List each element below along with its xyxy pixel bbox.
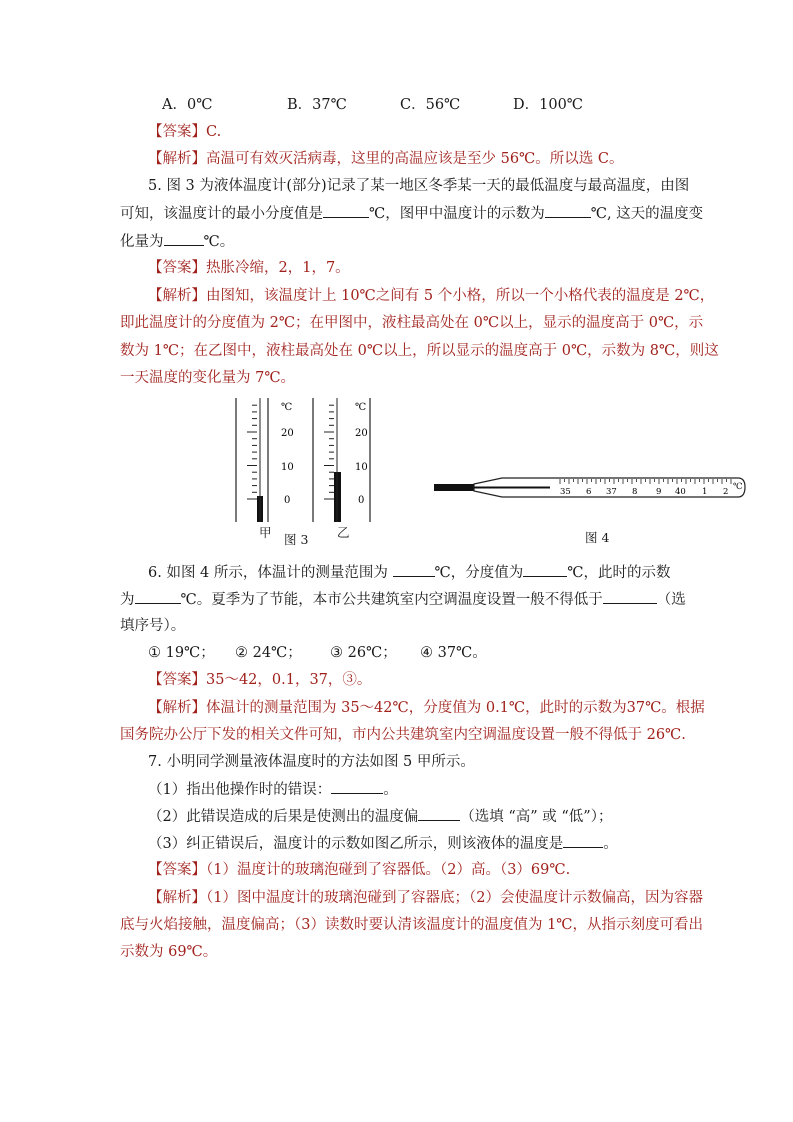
analysis-tag: 【解析】: [148, 890, 206, 906]
q5-answer: [148, 258, 350, 278]
figure-4-clinical-thermometer: [432, 472, 752, 504]
answer-text: 35～42，0.1，37，③。: [206, 672, 372, 688]
figure-4-caption: 图 4: [585, 530, 610, 545]
tick-label-20: 20: [281, 428, 294, 439]
q6-line2: [120, 589, 686, 610]
q7-sub3: [148, 833, 618, 854]
q7-line1: 7. 小明同学测量液体温度时的方法如图 5 甲所示。: [148, 754, 475, 770]
q6-answer: [148, 670, 371, 690]
analysis-text: 由图知，该温度计上 10℃之间有 5 个小格，所以一个小格代表的温度是 2℃，: [206, 288, 715, 304]
blank: [418, 806, 460, 821]
answer-tag: 【答案】: [148, 260, 206, 276]
scale-label: 37: [606, 487, 617, 497]
scale-label: 35: [560, 487, 571, 497]
answer-text: （1）温度计的玻璃泡碰到了容器低。（2）高。（3）69℃.: [206, 862, 571, 878]
option-a: A．0℃: [162, 97, 213, 113]
q5-text: 可知，该温度计的最小分度值是: [120, 206, 323, 222]
tick-label-10: 10: [281, 462, 294, 473]
blank: [393, 562, 435, 577]
q5-text: 化量为: [120, 234, 164, 250]
q5-line3: [120, 231, 234, 252]
blank: [323, 203, 369, 218]
answer-tag: 【答案】: [148, 862, 206, 878]
analysis-tag: 【解析】: [148, 288, 206, 304]
q4-answer: [148, 122, 221, 142]
analysis-text: 体温计的测量范围为 35～42℃，分度值为 0.1℃，此时的示数为37℃。根据: [206, 700, 705, 716]
choice-3: ③ 26℃；: [330, 645, 397, 661]
blank: [603, 589, 657, 604]
choice-1: ① 19℃；: [148, 645, 215, 661]
thermometer-jia: [236, 398, 294, 522]
tick-label-0: 0: [284, 495, 291, 506]
scale-label: 1: [702, 487, 708, 497]
tick-label-20: 20: [355, 428, 368, 439]
q6-text: （选: [656, 592, 686, 608]
scale-labels: [560, 482, 743, 497]
q5-text: ℃，图甲中温度计的示数为: [369, 206, 545, 222]
q5-text: ℃, 这天的温度变: [590, 206, 704, 222]
scale-label: 6: [586, 487, 592, 497]
analysis-tag: 【解析】: [148, 700, 206, 716]
scale-label: 2: [723, 487, 729, 497]
blank: [331, 779, 383, 794]
q7-text: 。: [603, 836, 618, 852]
q7-text: （1）指出他操作时的错误：: [148, 782, 332, 798]
q7-answer: [148, 860, 570, 880]
q7-analysis-2: 底与火焰接触，温度偏高；（3）读数时要认清该温度计的温度值为 1℃，从指示刻度可看出: [120, 917, 704, 933]
blank: [135, 589, 181, 604]
option-b: B．37℃: [287, 97, 347, 113]
answer-text: 热胀冷缩，2，1，7。: [206, 260, 350, 276]
scale-label: 9: [656, 487, 662, 497]
label-jia: 甲: [259, 525, 272, 540]
blank: [523, 562, 567, 577]
q5-analysis-4: 一天温度的变化量为 7℃。: [120, 370, 296, 386]
q4-analysis: [148, 149, 623, 169]
q7-text: 。: [383, 782, 398, 798]
unit-label: ℃: [733, 482, 743, 492]
choice-4: ④ 37℃。: [420, 645, 487, 661]
q6-text: ℃，分度值为: [434, 565, 524, 581]
q6-text: ℃。夏季为了节能，本市公共建筑室内空调温度设置一般不得低于: [180, 592, 603, 608]
tick-label-10: 10: [355, 462, 368, 473]
option-c: C．56℃: [400, 97, 461, 113]
q7-analysis-3: 示数为 69℃。: [120, 944, 218, 960]
q7-sub2: [148, 806, 612, 827]
q5-analysis-1: [148, 286, 714, 306]
label-yi: 乙: [337, 525, 350, 540]
analysis-tag: 【解析】: [148, 151, 206, 167]
figure-3-thermometers: [228, 396, 378, 526]
q5-analysis-2: 即此温度计的分度值为 2℃；在甲图中，液柱最高处在 0℃以上，显示的温度高于 0℃，示: [120, 315, 704, 331]
q6-analysis-1: [148, 698, 705, 718]
unit-label: ℃: [355, 402, 367, 413]
q5-text: ℃。: [203, 234, 235, 250]
figure-3-caption: 图 3: [284, 532, 309, 547]
q7-text: （3）纠正错误后，温度计的示数如图乙所示，则该液体的温度是: [148, 836, 564, 852]
tick-label-0: 0: [358, 495, 365, 506]
analysis-text: 高温可有效灭活病毒，这里的高温应该是至少 56℃。所以选 C。: [206, 151, 624, 167]
unit-label: ℃: [281, 402, 293, 413]
q7-text: （选填 “高” 或 “低”）；: [460, 809, 613, 825]
q6-text: ℃，此时的示数: [567, 565, 671, 581]
analysis-text: （1）图中温度计的玻璃泡碰到了容器底；（2）会使温度计示数偏高，因为容器: [206, 890, 703, 906]
q7-sub1: [148, 779, 398, 800]
q6-text: 为: [120, 592, 135, 608]
q5-line2: [120, 203, 703, 224]
q5-line1: 5. 图 3 为液体温度计(部分)记录了某一地区冬季某一天的最低温度与最高温度，由图: [148, 178, 690, 194]
q7-analysis-1: [148, 888, 703, 908]
scale-label: 8: [632, 487, 638, 497]
blank: [164, 231, 204, 246]
q7-text: （2）此错误造成的后果是使测出的温度偏: [148, 809, 419, 825]
blank: [545, 203, 591, 218]
answer-text: C.: [206, 124, 222, 140]
q6-line1: [148, 562, 670, 583]
q5-analysis-3: 数为 1℃；在乙图中，液柱最高处在 0℃以上，所以显示的温度高于 0℃，示数为 8℃，则这: [120, 343, 719, 359]
q6-text: 6. 如图 4 所示，体温计的测量范围为: [148, 565, 393, 581]
option-d: D．100℃: [513, 97, 584, 113]
blank: [563, 833, 603, 848]
scale-label: 40: [675, 487, 686, 497]
choice-2: ② 24℃；: [235, 645, 302, 661]
thermometer-yi: [313, 398, 370, 522]
answer-tag: 【答案】: [148, 124, 206, 140]
q6-analysis-2: 国务院办公厅下发的相关文件可知，市内公共建筑室内空调温度设置一般不得低于 26℃.: [120, 727, 686, 743]
q6-line3: 填序号）。: [120, 618, 186, 634]
mercury-bulb: [434, 484, 474, 491]
answer-tag: 【答案】: [148, 672, 206, 688]
